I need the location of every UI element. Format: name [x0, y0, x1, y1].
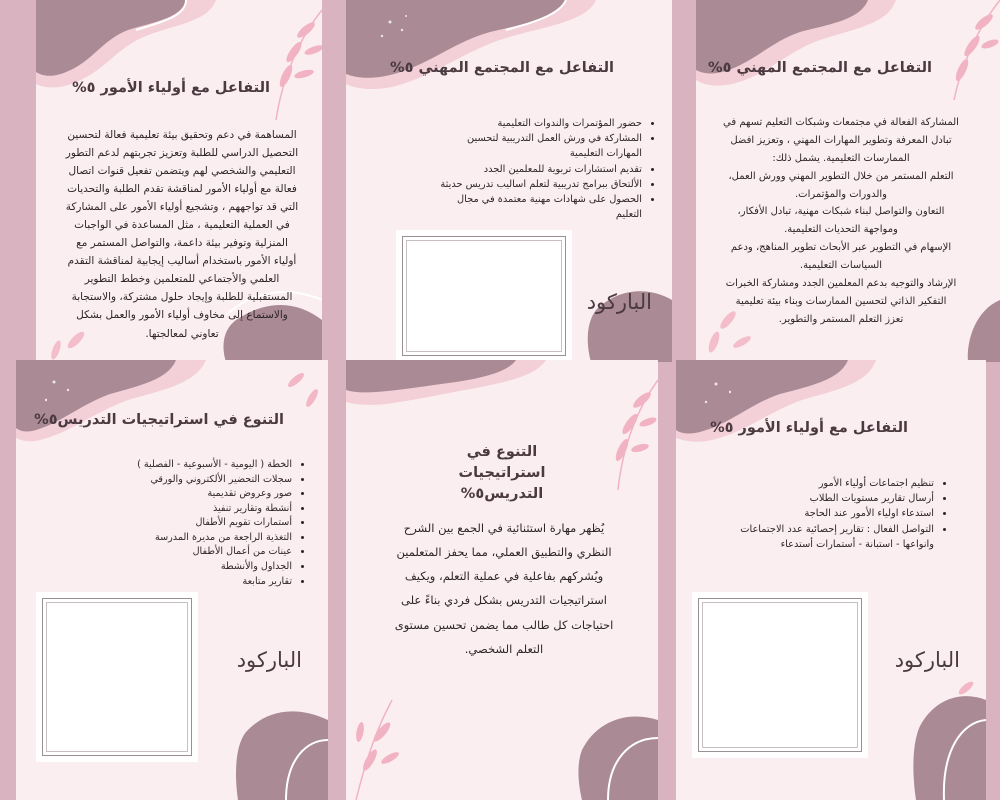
body-line: والدورات والمؤتمرات. [795, 188, 887, 200]
card-bullet-list [92, 458, 306, 589]
card-title: التفاعل مع أولياء الأمور ٥% [72, 80, 270, 96]
body-line: تبادل المعرفة وتطوير المهارات المهني ، وتعزيز افضل [730, 134, 952, 146]
card-teaching-strategies-text [346, 360, 658, 800]
list-item: • أنشطة وتقارير تنفيذ [92, 502, 292, 517]
list-item: • صور وعروض تقديمية [92, 487, 292, 502]
body-line: المشاركة الفعالة في مجتمعات وشبكات التعليم تسهم في [723, 117, 959, 128]
body-line: الإسهام في التطوير عبر الأبحاث تطوير المناهج، ودعم [730, 242, 952, 254]
card-title: التنوع في استراتيجيات التدريس٥% [458, 444, 546, 503]
body-line: ومواجهة التحديات التعليمية. [784, 224, 898, 236]
card-parents-interaction-2 [676, 360, 986, 800]
body-line: السياسات التعليمية. [799, 260, 883, 272]
card-parents-interaction-1 [36, 0, 322, 362]
card-body: يُظهر مهارة استثنائية في الجمع بين الشرح النظري والتطبيق العملي، مما يحفز المتعلمين ويُشركهم بفاعلية في عملية التعلم، ويكيف استراتيجيات التدريس بشكل فردي بناءً على احتياجات كل طالب مما يضمن تحسين مستوى التعلم الشخصي. [394, 521, 614, 656]
list-item: • الحصول على شهادات مهنية معتمدة في مجال التعليم [437, 192, 642, 222]
list-item: • تقارير متابعة [92, 575, 292, 590]
card-body: المساهمة في دعم وتحقيق بيئة تعليمية فعالة لتحسين التحصيل الدراسي للطلبة وتعزيز تجربتهم لدعم التطور التعليمي والشخصي لهم ويتضمن تفعيل قنوات اتصال فعالة مع أولياء الأمور لمناقشة تقدم الطلبة والتحديات التي قد تواجههم ، وتشجيع أولياء الأمور على المشاركة في العملية التعليمية ، مثل المساعدة في الواجبات المنزلية وتوفير بيئة داعمة، والتواصل المستمر مع أولياء الأمور باستخدام أساليب إيجابية لمناقشة التقدم العلمي والأجتماعي للمتعلمين وخطط التطوير المستقبلية للطلبة وإيجاد حلول مشتركة، والاستجابة والاستماع إلى مخاوف أولياء الأمور والعمل بشكل تعاوني لمعالجتها. [65, 129, 299, 340]
list-item: • الألتحاق ببرامج تدريبية لتعلم اساليب تدريس حديثة [437, 177, 642, 192]
list-item: • أستمارات تقويم الأطفال [92, 516, 292, 531]
card-title: التفاعل مع المجتمع المهني ٥% [390, 60, 614, 76]
list-item: • الجداول والأنشطة [92, 560, 292, 575]
list-item: • الخطة ( اليومية - الأسبوعية - الفصلية ) [92, 458, 292, 473]
list-item: • حضور المؤتمرات والندوات التعليمية [437, 116, 642, 131]
list-item: • التغذية الراجعة من مديرة المدرسة [92, 531, 292, 546]
list-item: • أرسال تقارير مستويات الطلاب [738, 491, 934, 506]
list-item: • سجلات التحضير الألكتروني والورقي [92, 473, 292, 488]
body-line: التعاون والتواصل لبناء شبكات مهنية، تبادل الأفكار، [737, 206, 945, 218]
barcode-label: الباركود [894, 648, 960, 672]
barcode-label: الباركود [586, 290, 652, 314]
card-professional-community-text [696, 0, 1000, 362]
list-item: • المشاركة في ورش العمل التدريبية لتحسين المهارات التعليمية [437, 131, 642, 161]
list-item: • تنظيم اجتماعات أولياء الأمور [738, 476, 934, 491]
list-item: • عينات من أعمال الأطفال [92, 545, 292, 560]
barcode-frame [396, 230, 572, 362]
list-item: • تقديم استشارات تربوية للمعلمين الجدد [437, 162, 642, 177]
card-title: التفاعل مع المجتمع المهني ٥% [708, 60, 932, 76]
barcode-frame [692, 592, 868, 758]
body-line: الإرشاد والتوجيه بدعم المعلمين الجدد ومشاركة الخبرات [725, 278, 957, 290]
card-title: التفاعل مع أولياء الأمور ٥% [710, 420, 908, 436]
body-line: تعزز التعلم المستمر والتطوير. [778, 313, 904, 325]
card-professional-community-list [346, 0, 672, 362]
card-teaching-strategies-list [16, 360, 328, 800]
body-line: الممارسات التعليمية. يشمل ذلك: [772, 152, 910, 164]
barcode-label: الباركود [236, 648, 302, 672]
card-bullet-list [738, 476, 948, 552]
card-bullet-list [437, 116, 656, 222]
body-line: التفكير الذاتي لتحسين الممارسات وبناء بيئة تعليمية [735, 295, 947, 307]
barcode-frame [36, 592, 198, 762]
body-line: التعلم المستمر من خلال التطوير المهني وورش العمل، [728, 170, 954, 182]
card-title: التنوع في استراتيجيات التدريس٥% [34, 412, 284, 428]
list-item: • استدعاء اولياء الأمور عند الحاجة [738, 506, 934, 521]
card-body [722, 114, 960, 329]
list-item: • التواصل الفعال : تقارير إحصائية عدد الاجتماعات وانواعها - استبانة - أستمارات أستدعاء [738, 522, 934, 552]
